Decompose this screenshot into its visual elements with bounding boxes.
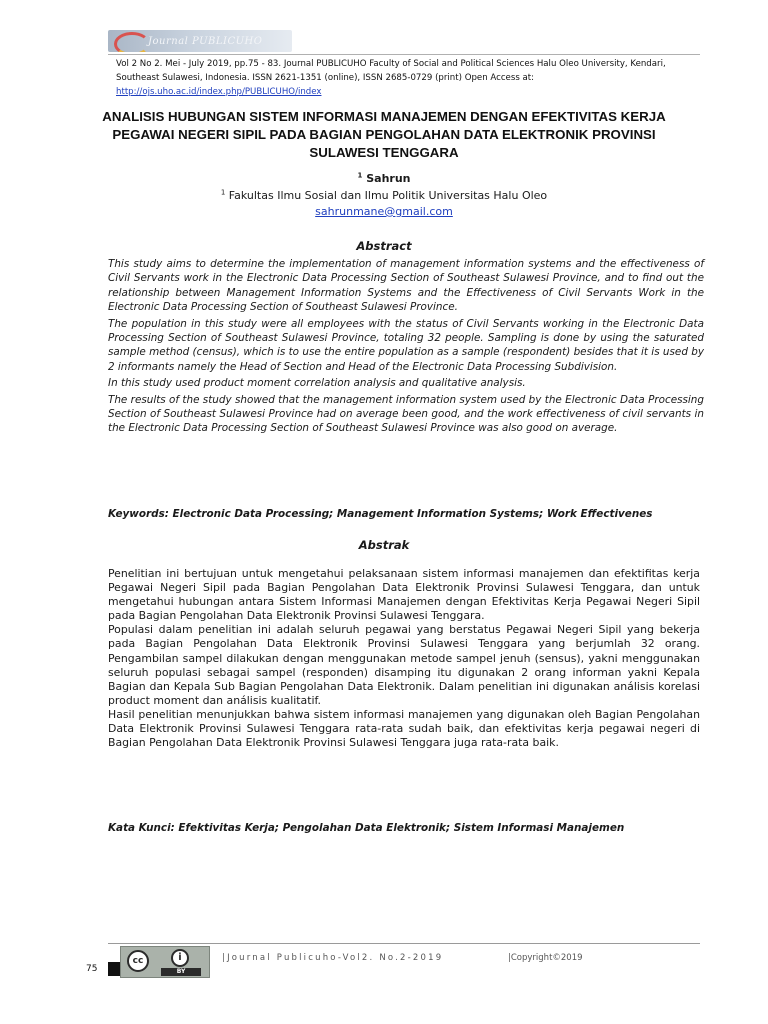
abstract-paragraph: The results of the study showed that the management information system used by the Electronic Data Processing Section of Southeast Sulawesi Province had on average been good, and the work effectiveness of civil servants in the Electronic Data Processing Section of Southeast Sulawesi Province was also good on average. xyxy=(108,393,704,435)
abstrak-paragraph: Populasi dalam penelitian ini adalah seluruh pegawai yang berstatus Pegawai Negeri Sipil yang bekerja pada Bagian Pengolahan Data Elektronik Provinsi Sulawesi Tenggara yang berjumlah 32 orang. Pengambilan sampel dilakukan dengan menggunakan metode sampel jenuh (sensus), yakni menggunakan seluruh populasi sebagai sampel (responden) disamping itu digunakan 2 orang informan yakni Kepala Bagian dan Kepala Sub Bagian Pengolahan Data Elektronik. Dalam penelitian ini digunakan análisis korelasi product moment dan análisis kualitatif. xyxy=(108,623,700,707)
page-marker xyxy=(108,962,120,976)
abstract-keywords: Keywords: Electronic Data Processing; Management Information Systems; Work Effectivenes xyxy=(108,508,653,520)
journal-logo-icon xyxy=(114,32,150,52)
journal-logo xyxy=(108,30,292,52)
header-citation xyxy=(116,57,696,99)
by-label: BY xyxy=(161,968,201,976)
footer-divider xyxy=(108,943,700,944)
affiliation-text: Fakultas Ilmu Sosial dan Ilmu Politik Universitas Halu Oleo xyxy=(228,189,548,202)
header-divider xyxy=(108,54,700,55)
abstract-paragraph: This study aims to determine the implementation of management information systems and the effectiveness of Civil Servants work in the Electronic Data Processing Section of Southeast Sulawesi Province, and to find out the relationship between Management Information Systems and the Effectiveness of Civil Servants Work in the Electronic Data Processing Section of Southeast Sulawesi Province. xyxy=(108,258,704,314)
abstract-paragraph: In this study used product moment correlation analysis and qualitative analysis. xyxy=(108,377,526,390)
page-number: 75 xyxy=(86,964,98,974)
author-name: Sahrun xyxy=(366,172,411,185)
journal-logo-text: Journal PUBLICUHO xyxy=(148,36,263,47)
cc-icon: cc xyxy=(127,950,149,972)
footer-copyright: |Copyright©2019 xyxy=(508,953,583,963)
abstrak-keywords: Kata Kunci: Efektivitas Kerja; Pengolahan Data Elektronik; Sistem Informasi Manajemen xyxy=(108,822,625,834)
abstrak-body xyxy=(108,567,700,750)
affiliation-superscript: 1 xyxy=(220,188,226,197)
author-email-link[interactable]: sahrunmane@gmail.com xyxy=(315,205,453,218)
abstrak-heading: Abstrak xyxy=(358,538,410,552)
author-superscript: 1 xyxy=(357,171,363,180)
affiliation-line xyxy=(0,189,768,202)
attribution-icon: i xyxy=(171,949,189,967)
abstrak-paragraph: Hasil penelitian menunjukkan bahwa sistem informasi manajemen yang digunakan oleh Bagian Pengolahan Data Elektronik Provinsi Sulawesi Tenggara rata-rata sudah baik, dan efektivitas kerja pegawai negeri di Bagian Pengolahan Data Elektronik Provinsi Sulawesi Tenggara juga rata-rata baik. xyxy=(108,707,700,750)
journal-url-link[interactable]: http://ojs.uho.ac.id/index.php/PUBLICUHO/index xyxy=(116,87,322,97)
paper-title: ANALISIS HUBUNGAN SISTEM INFORMASI MANAJEMEN DENGAN EFEKTIVITAS KERJA PEGAWAI NEGERI SIPIL PADA BAGIAN PENGOLAHAN DATA ELEKTRONIK PROVINSI SULAWESI TENGGARA xyxy=(102,109,666,160)
abstract-paragraph: The population in this study were all employees with the status of Civil Servants working in the Electronic Data Processing Section of Southeast Sulawesi Province, totaling 32 people. Sampling is done by using the saturated sample method (census), which is to use the entire population as a sample (respondent) besides that it is used by 2 informants namely the Head of Section and Head of the Electronic Data Processing Subdivision. xyxy=(108,317,704,373)
abstract-heading: Abstract xyxy=(356,239,412,253)
author-line xyxy=(0,172,768,185)
footer-journal: |Journal Publicuho-Vol2. No.2-2019 xyxy=(222,953,444,963)
citation-text: Vol 2 No 2. Mei - July 2019, pp.75 - 83. Journal PUBLICUHO Faculty of Social and Political Sciences Halu Oleo University, Kendari, Southeast Sulawesi, Indonesia. ISSN 2621-1351 (online), ISSN 2685-0729 (print) Open Access at: xyxy=(116,59,666,83)
abstract-body xyxy=(108,257,704,438)
abstrak-paragraph: Penelitian ini bertujuan untuk mengetahui pelaksanaan sistem informasi manajemen dan efektifitas kerja Pegawai Negeri Sipil pada Bagian Pengolahan Data Elektronik Provinsi Sulawesi Tenggara, dan untuk mengetahui hubungan antara Sistem Informasi Manajemen dengan Efektivitas Kerja Pegawai Negeri Sipil pada Bagian Pengolahan Data Elektronik Provinsi Sulawesi Tenggara. xyxy=(108,567,700,623)
cc-by-icon[interactable] xyxy=(120,946,210,978)
